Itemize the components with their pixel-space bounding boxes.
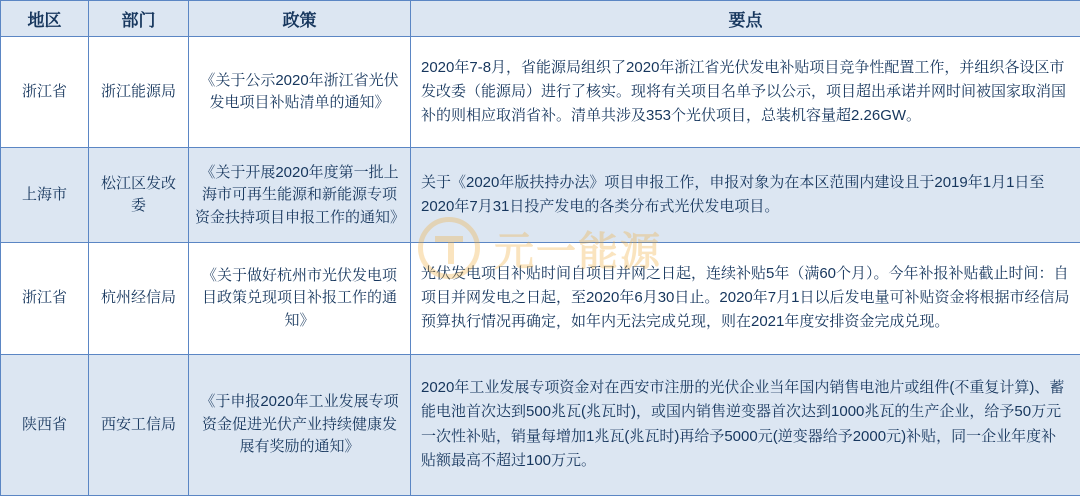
table-header-row bbox=[1, 1, 1080, 37]
cell-points: 2020年7-8月，省能源局组织了2020年浙江省光伏发电补贴项目竞争性配置工作，并组织各设区市发改委（能源局）进行了核实。现将有关项目名单予以公示，项目超出承诺并网时间被国家取消国补的则相应取消省补。清单共涉及353个光伏项目，总装机容量超2.26GW。 bbox=[411, 37, 1080, 148]
table-header bbox=[1, 1, 1080, 37]
cell-points: 关于《2020年版扶持办法》项目申报工作，申报对象为在本区范围内建设且于2019年1月1日至2020年7月31日投产发电的各类分布式光伏发电项目。 bbox=[411, 148, 1080, 243]
cell-region: 上海市 bbox=[1, 148, 89, 243]
table-row bbox=[1, 37, 1080, 148]
cell-region: 浙江省 bbox=[1, 243, 89, 354]
column-header-region: 地区 bbox=[1, 1, 89, 37]
cell-policy: 《关于公示2020年浙江省光伏发电项目补贴清单的通知》 bbox=[189, 37, 411, 148]
table-body bbox=[1, 37, 1080, 496]
table-row bbox=[1, 354, 1080, 496]
cell-department: 西安工信局 bbox=[89, 354, 189, 496]
column-header-points: 要点 bbox=[411, 1, 1080, 37]
watermark-text: 元一能源 bbox=[494, 229, 662, 274]
table-row bbox=[1, 243, 1080, 354]
cell-region: 浙江省 bbox=[1, 37, 89, 148]
cell-policy: 《关于开展2020年度第一批上海市可再生能源和新能源专项资金扶持项目申报工作的通知》 bbox=[189, 148, 411, 243]
cell-department: 浙江能源局 bbox=[89, 37, 189, 148]
cell-policy: 《于申报2020年工业发展专项资金促进光伏产业持续健康发展有奖励的通知》 bbox=[189, 354, 411, 496]
column-header-policy: 政策 bbox=[189, 1, 411, 37]
cell-region: 陕西省 bbox=[1, 354, 89, 496]
cell-policy: 《关于做好杭州市光伏发电项目政策兑现项目补报工作的通知》 bbox=[189, 243, 411, 354]
column-header-department: 部门 bbox=[89, 1, 189, 37]
cell-department: 杭州经信局 bbox=[89, 243, 189, 354]
cell-points: 2020年工业发展专项资金对在西安市注册的光伏企业当年国内销售电池片或组件(不重复计算)、蓄能电池首次达到500兆瓦(兆瓦时)，或国内销售逆变器首次达到1000兆瓦的生产企业，给予50万元一次性补贴，销量每增加1兆瓦(兆瓦时)再给予5000元(逆变器给予2000元)补贴，同一企业年度补贴额最高不超过100万元。 bbox=[411, 354, 1080, 496]
table-row bbox=[1, 148, 1080, 243]
cell-points: 光伏发电项目补贴时间自项目并网之日起，连续补贴5年（满60个月）。今年补报补贴截止时间：自项目并网发电之日起，至2020年6月30日止。2020年7月1日以后发电量可补贴资金将根据市经信局预算执行情况再确定，如年内无法完成兑现，则在2021年度安排资金完成兑现。 bbox=[411, 243, 1080, 354]
cell-department: 松江区发改委 bbox=[89, 148, 189, 243]
